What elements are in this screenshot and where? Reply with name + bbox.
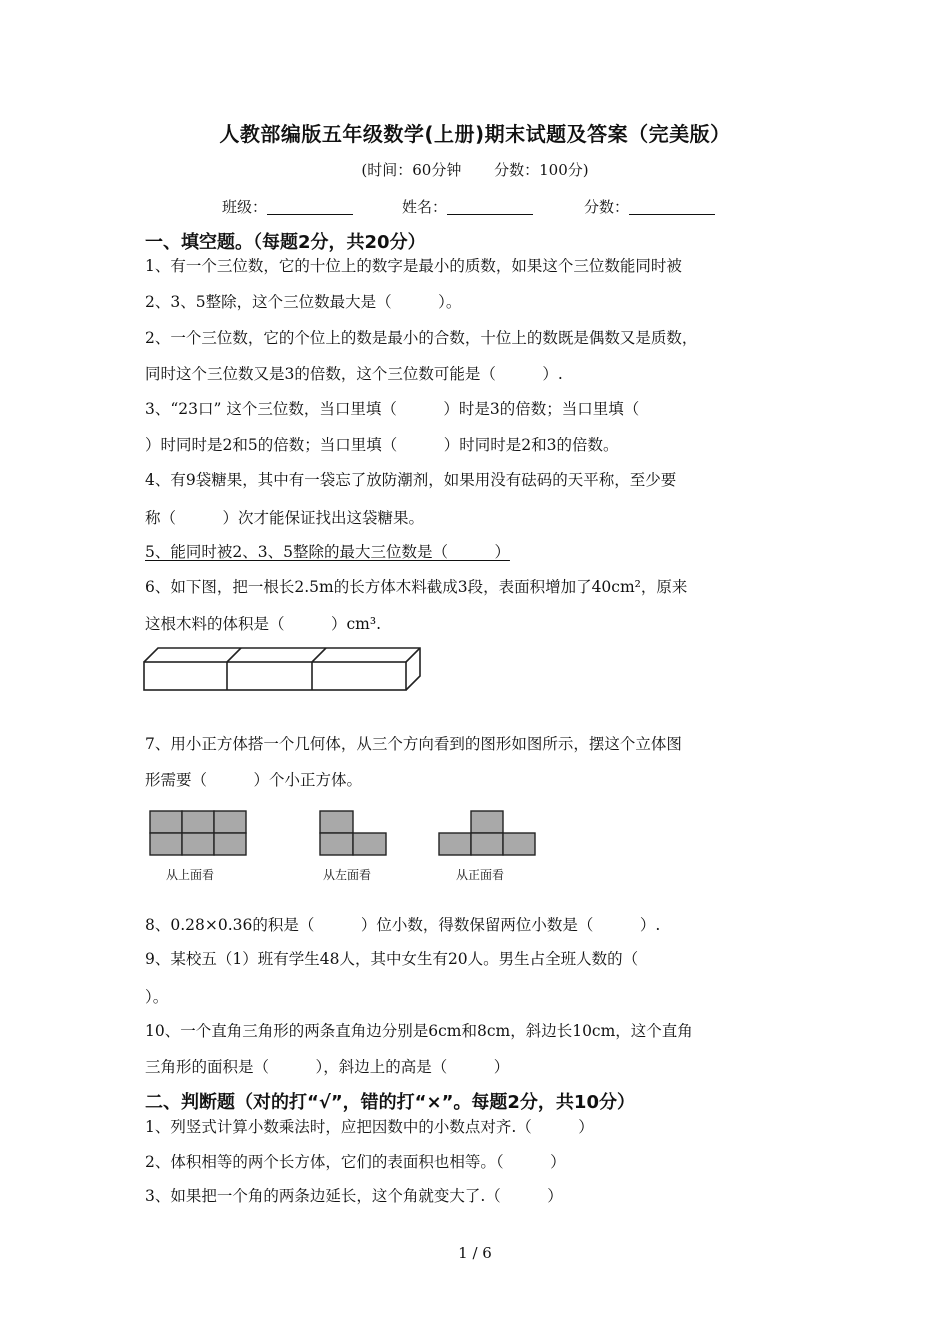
question-line: 7、用小正方体搭一个几何体，从三个方向看到的图形如图所示，摆这个立体图 <box>145 735 682 753</box>
left-view-caption: 从左面看 <box>323 868 372 882</box>
question-line: ）。 <box>145 988 169 1006</box>
question-line: 6、如下图，把一根长2.5m的长方体木料截成3段，表面积增加了40cm²，原来 <box>145 578 688 596</box>
page-number: 1 / 6 <box>458 1244 492 1262</box>
name-blank <box>447 198 533 215</box>
class-label: 班级： <box>222 198 268 216</box>
exam-total-score: 分数：100分) <box>494 161 589 179</box>
question-line: 这根木料的体积是（ ）cm³. <box>145 615 382 633</box>
score-blank <box>629 198 715 215</box>
question-line: 形需要（ ）个小正方体。 <box>145 771 363 789</box>
score-field <box>584 196 715 217</box>
question-line: 同时这个三位数又是3的倍数，这个三位数可能是（ ）. <box>145 365 563 383</box>
section1-heading: 一、填空题。（每题2分，共20分） <box>145 232 426 253</box>
section2-heading: 二、判断题（对的打“√”，错的打“×”。每题2分，共10分） <box>145 1092 635 1113</box>
question-line: 3、“23口” 这个三位数，当口里填（ ）时是3的倍数；当口里填（ <box>145 400 640 418</box>
question-line: 三角形的面积是（ ），斜边上的高是（ ） <box>145 1058 510 1076</box>
score-label: 分数： <box>584 198 630 216</box>
name-label: 姓名： <box>402 198 448 216</box>
question-line: 2、3、5整除，这个三位数最大是（ ）。 <box>145 293 462 311</box>
question-line: 4、有9袋糖果，其中有一袋忘了放防潮剂，如果用没有砝码的天平称，至少要 <box>145 471 677 489</box>
cuboid-figure <box>140 644 425 694</box>
front-view-figure <box>437 809 542 859</box>
class-field <box>222 196 353 217</box>
question-line: 5、能同时被2、3、5整除的最大三位数是（ ） <box>145 543 510 561</box>
question-line: 称（ ）次才能保证找出这袋糖果。 <box>145 509 425 527</box>
question-line: 10、一个直角三角形的两条直角边分别是6cm和8cm，斜边长10cm，这个直角 <box>145 1022 693 1040</box>
question-line: 8、0.28×0.36的积是（ ）位小数，得数保留两位小数是（ ）. <box>145 916 661 934</box>
question-line: 1、有一个三位数，它的十位上的数字是最小的质数，如果这个三位数能同时被 <box>145 257 682 275</box>
class-blank <box>267 198 353 215</box>
question-line: 2、一个三位数，它的个位上的数是最小的合数，十位上的数既是偶数又是质数， <box>145 329 698 347</box>
left-view-figure <box>318 809 393 859</box>
top-view-caption: 从上面看 <box>166 868 215 882</box>
question-line: ）时同时是2和5的倍数；当口里填（ ）时同时是2和3的倍数。 <box>145 436 619 454</box>
name-field <box>402 196 533 217</box>
page-title: 人教部编版五年级数学(上册)期末试题及答案（完美版） <box>219 122 731 146</box>
exam-meta <box>0 159 950 180</box>
top-view-figure <box>148 809 253 859</box>
question-line: 9、某校五（1）班有学生48人，其中女生有20人。男生占全班人数的（ <box>145 950 639 968</box>
question-line: 3、如果把一个角的两条边延长，这个角就变大了.（ ） <box>145 1187 563 1205</box>
question-line: 1、列竖式计算小数乘法时，应把因数中的小数点对齐.（ ） <box>145 1118 594 1136</box>
front-view-caption: 从正面看 <box>456 868 505 882</box>
exam-time: (时间：60分钟 <box>361 161 462 179</box>
question-line: 2、体积相等的两个长方体，它们的表面积也相等。（ ） <box>145 1153 566 1171</box>
